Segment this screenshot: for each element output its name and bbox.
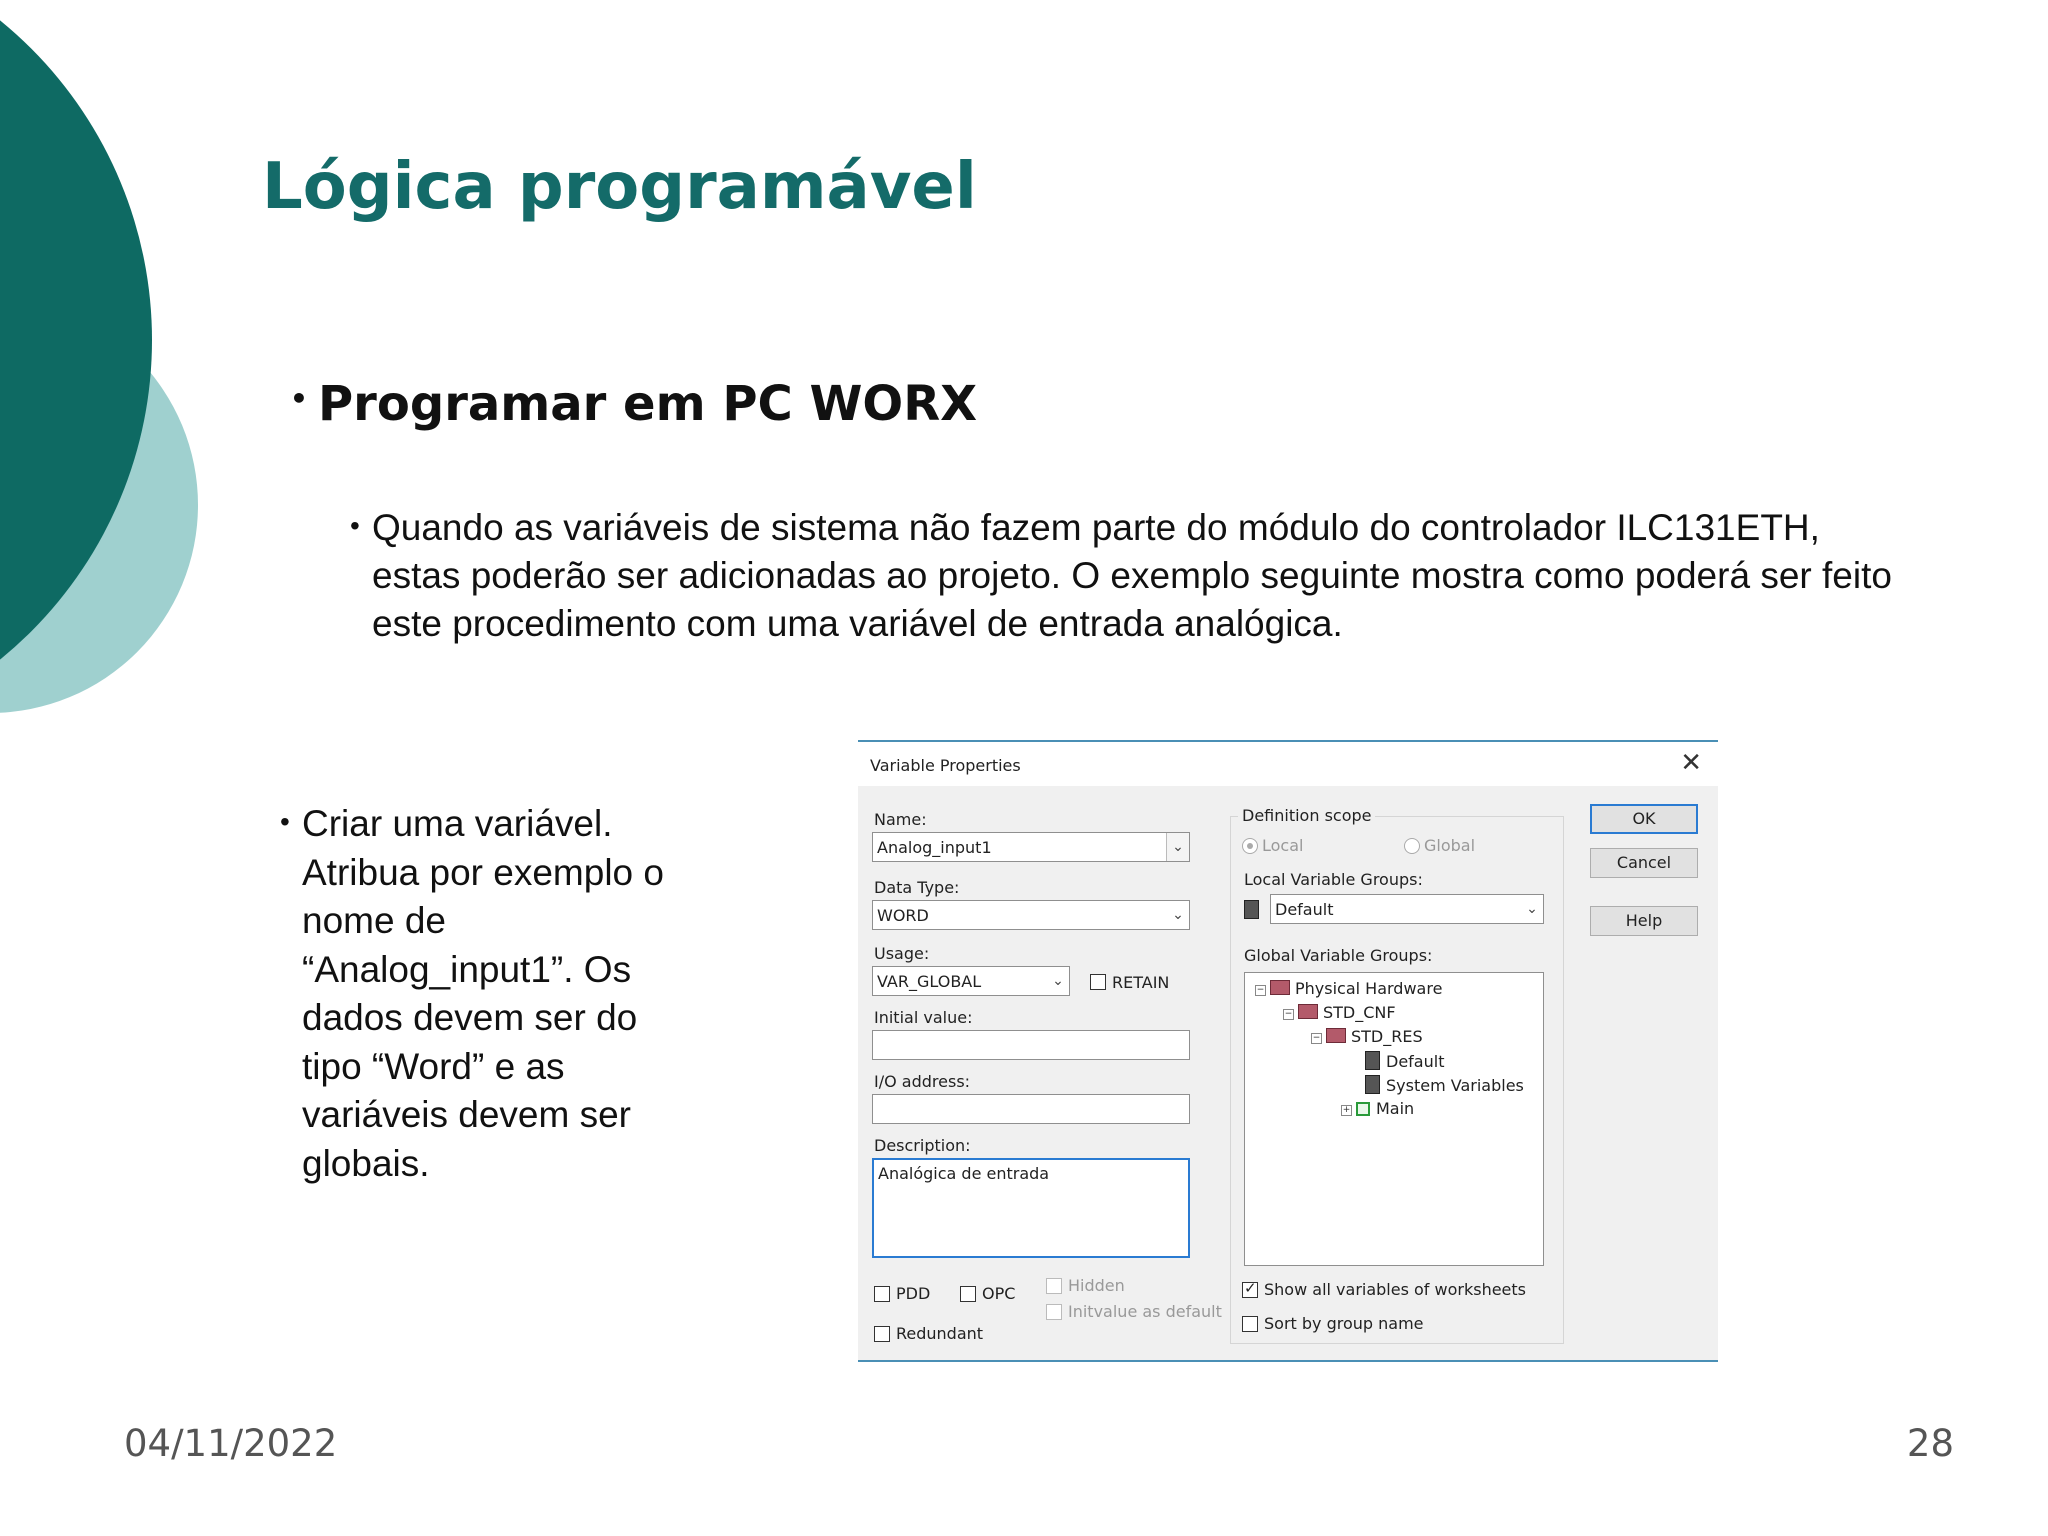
- variable-properties-dialog: [858, 740, 1718, 1362]
- folder-icon: [1270, 980, 1290, 995]
- sort-by-group-checkbox[interactable]: [1242, 1316, 1258, 1332]
- retain-checkbox[interactable]: [1090, 974, 1106, 990]
- initvalue-default-checkbox[interactable]: [1046, 1304, 1062, 1320]
- pdd-label: PDD: [896, 1284, 931, 1303]
- name-combobox[interactable]: [872, 832, 1190, 862]
- local-groups-select[interactable]: [1270, 894, 1544, 924]
- variable-group-icon: [1365, 1051, 1380, 1070]
- show-all-label: Show all variables of worksheets: [1264, 1280, 1527, 1299]
- retain-label: RETAIN: [1112, 973, 1170, 992]
- collapse-icon[interactable]: −: [1284, 1009, 1293, 1019]
- slide-date: 04/11/2022: [124, 1422, 338, 1465]
- tree-node-std-cnf[interactable]: [1283, 1003, 1396, 1022]
- side-bullet: [280, 800, 700, 1188]
- chevron-down-icon[interactable]: ⌄: [1521, 895, 1543, 923]
- name-label: Name:: [874, 810, 927, 829]
- redundant-label: Redundant: [896, 1324, 984, 1343]
- slide-page-number: 28: [1906, 1422, 1954, 1465]
- pdd-checkbox[interactable]: [874, 1286, 890, 1302]
- chevron-down-icon[interactable]: ⌄: [1167, 901, 1189, 929]
- program-icon: [1356, 1102, 1370, 1116]
- tree-node-main[interactable]: [1341, 1099, 1414, 1118]
- global-groups-tree[interactable]: [1244, 972, 1544, 1266]
- show-all-checkbox[interactable]: [1242, 1282, 1258, 1298]
- data-type-select[interactable]: [872, 900, 1190, 930]
- tree-label: Default: [1386, 1052, 1445, 1071]
- tree-label: Physical Hardware: [1295, 979, 1443, 998]
- usage-select[interactable]: [872, 966, 1070, 996]
- tree-node-system-variables[interactable]: [1365, 1075, 1524, 1095]
- usage-label: Usage:: [874, 944, 930, 963]
- close-icon[interactable]: ✕: [1680, 748, 1702, 778]
- io-address-input[interactable]: [872, 1094, 1190, 1124]
- definition-scope-label: Definition scope: [1238, 806, 1375, 825]
- redundant-checkbox[interactable]: [874, 1326, 890, 1342]
- sort-by-group-label: Sort by group name: [1264, 1314, 1424, 1333]
- collapse-icon[interactable]: −: [1312, 1033, 1321, 1043]
- cancel-button[interactable]: Cancel: [1590, 848, 1698, 878]
- dialog-titlebar: [858, 742, 1718, 786]
- usage-value: VAR_GLOBAL: [877, 972, 982, 991]
- scope-global-radio[interactable]: [1404, 838, 1420, 854]
- expand-icon[interactable]: +: [1342, 1105, 1351, 1115]
- opc-label: OPC: [982, 1284, 1016, 1303]
- folder-icon: [1326, 1028, 1346, 1043]
- hidden-checkbox[interactable]: [1046, 1278, 1062, 1294]
- data-type-label: Data Type:: [874, 878, 960, 897]
- description-label: Description:: [874, 1136, 971, 1155]
- dialog-title: Variable Properties: [870, 756, 1021, 775]
- bullet-marker: •: [350, 510, 360, 541]
- local-groups-label: Local Variable Groups:: [1244, 870, 1423, 889]
- sub-bullet: [350, 504, 1910, 648]
- local-group-value: Default: [1275, 900, 1334, 919]
- tree-label: STD_RES: [1351, 1027, 1423, 1046]
- io-address-label: I/O address:: [874, 1072, 971, 1091]
- variable-group-icon: [1365, 1075, 1380, 1094]
- tree-node-std-res[interactable]: [1311, 1027, 1423, 1046]
- tree-label: STD_CNF: [1323, 1003, 1396, 1022]
- slide-title: Lógica programável: [262, 150, 977, 224]
- variable-group-icon: [1244, 900, 1259, 919]
- data-type-value: WORD: [877, 906, 929, 925]
- tree-label: System Variables: [1386, 1076, 1524, 1095]
- name-value: Analog_input1: [877, 838, 992, 857]
- collapse-icon[interactable]: −: [1256, 985, 1265, 995]
- scope-local-radio[interactable]: [1242, 838, 1258, 854]
- main-bullet: [290, 376, 977, 432]
- sub-bullet-text: Quando as variáveis de sistema não fazem parte do módulo do controlador ILC131ETH, estas poderão ser adicionadas ao projeto. O exemplo seguinte mostra como poderá ser feito este procedimento com uma variável de entrada analógica.: [372, 507, 1892, 644]
- initvalue-default-label: Initvalue as default: [1068, 1302, 1222, 1321]
- initial-value-label: Initial value:: [874, 1008, 973, 1027]
- initial-value-input[interactable]: [872, 1030, 1190, 1060]
- main-bullet-text: Programar em PC WORX: [318, 376, 978, 432]
- tree-node-default[interactable]: [1365, 1051, 1444, 1071]
- scope-local-label: Local: [1262, 836, 1304, 855]
- scope-global-label: Global: [1424, 836, 1476, 855]
- folder-icon: [1298, 1004, 1318, 1019]
- tree-label: Main: [1376, 1099, 1415, 1118]
- hidden-label: Hidden: [1068, 1276, 1125, 1295]
- side-bullet-text: Criar uma variável. Atribua por exemplo o nome de “Analog_input1”. Os dados devem ser do tipo “Word” e as variáveis devem ser globais.: [302, 803, 664, 1184]
- description-textarea[interactable]: Analógica de entrada: [872, 1158, 1190, 1258]
- decorative-circles: [0, 0, 260, 820]
- global-groups-label: Global Variable Groups:: [1244, 946, 1433, 965]
- help-button[interactable]: Help: [1590, 906, 1698, 936]
- opc-checkbox[interactable]: [960, 1286, 976, 1302]
- bullet-marker: •: [290, 382, 308, 415]
- chevron-down-icon[interactable]: ⌄: [1047, 967, 1069, 995]
- tree-node-physical-hardware[interactable]: [1255, 979, 1442, 998]
- ok-button[interactable]: OK: [1590, 804, 1698, 834]
- bullet-marker: •: [280, 806, 290, 837]
- chevron-down-icon[interactable]: ⌄: [1166, 833, 1189, 861]
